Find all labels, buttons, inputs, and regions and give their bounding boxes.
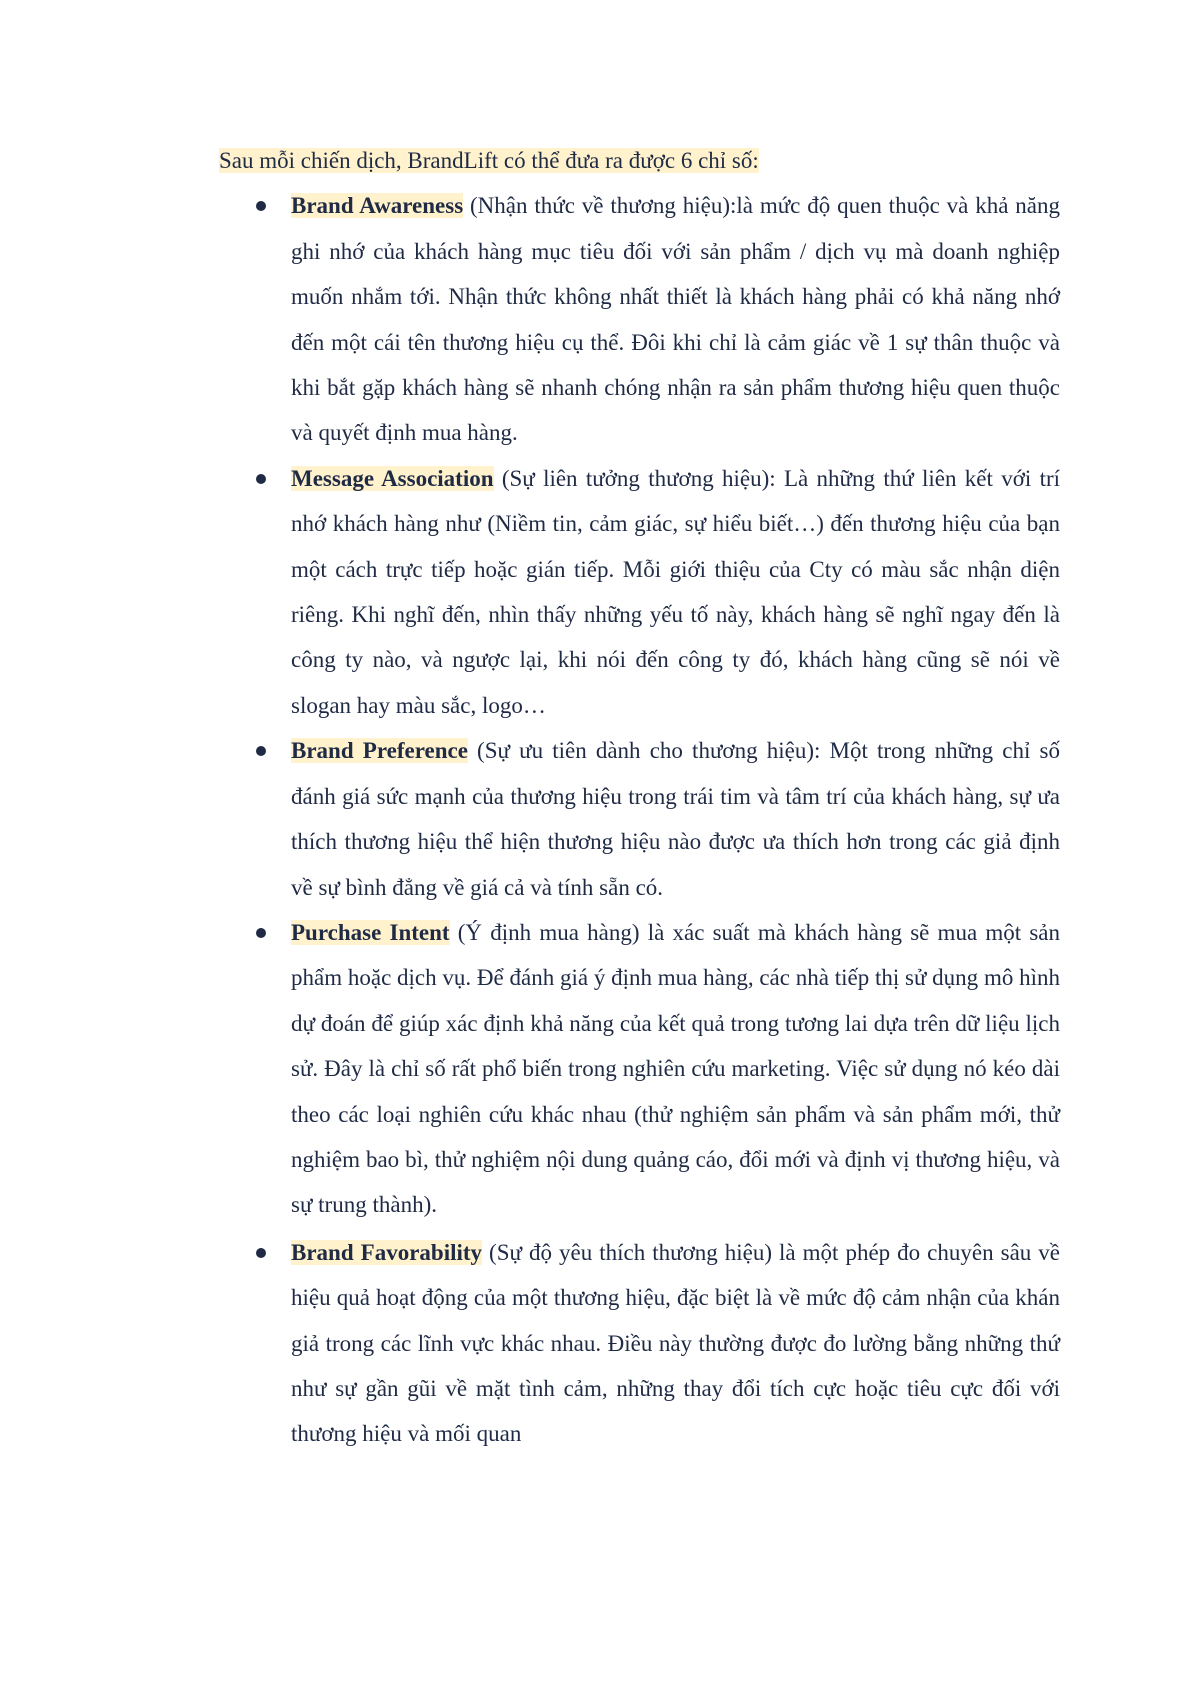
metrics-list (219, 183, 1060, 1456)
term-brand-preference: Brand Preference (291, 738, 468, 764)
document-body (219, 138, 1060, 1457)
term-purchase-intent: Purchase Intent (291, 919, 450, 945)
bullet-icon (256, 201, 266, 211)
term-message-association: Message Association (291, 465, 494, 491)
item-description: (Sự ưu tiên dành cho thương hiệu): Một trong những chỉ số đánh giá sức mạnh của thương hiệu trong trái tim và tâm trí của khách hàng, sự ưa thích thương hiệu thể hiện thương hiệu nào được ưa thích hơn trong các giả định về sự bình đẳng về giá cả và tính sẵn có. (291, 738, 1060, 900)
term-brand-awareness: Brand Awareness (291, 193, 464, 219)
item-description: (Nhận thức về thương hiệu):là mức độ quen thuộc và khả năng ghi nhớ của khách hàng mục tiêu đối với sản phẩm / dịch vụ mà doanh nghiệp muốn nhắm tới. Nhận thức không nhất thiết là khách hàng phải có khả năng nhớ đến một cái tên thương hiệu cụ thể. Đôi khi chỉ là cảm giác về 1 sự thân thuộc và khi bắt gặp khách hàng sẽ nhanh chóng nhận ra sản phẩm thương hiệu quen thuộc và quyết định mua hàng. (291, 193, 1060, 446)
bullet-icon (256, 1248, 266, 1258)
list-item (219, 183, 1060, 455)
item-description: (Ý định mua hàng) là xác suất mà khách hàng sẽ mua một sản phẩm hoặc dịch vụ. Để đánh giá ý định mua hàng, các nhà tiếp thị sử dụng mô hình dự đoán để giúp xác định khả năng của kết quả trong tương lai dựa trên dữ liệu lịch sử. Đây là chỉ số rất phổ biến trong nghiên cứu marketing. Việc sử dụng nó kéo dài theo các loại nghiên cứu khác nhau (thử nghiệm sản phẩm và sản phẩm mới, thử nghiệm bao bì, thử nghiệm nội dung quảng cáo, đổi mới và định vị thương hiệu, và sự trung thành). (291, 919, 1060, 1218)
list-item (219, 910, 1060, 1228)
item-description: (Sự độ yêu thích thương hiệu) là một phép đo chuyên sâu về hiệu quả hoạt động của một thương hiệu, đặc biệt là về mức độ cảm nhận của khán giả trong các lĩnh vực khác nhau. Điều này thường được đo lường bằng những thứ như sự gần gũi về mặt tình cảm, những thay đổi tích cực hoặc tiêu cực đối với thương hiệu và mối quan (291, 1239, 1060, 1447)
list-item (219, 456, 1060, 728)
item-description: (Sự liên tưởng thương hiệu): Là những thứ liên kết với trí nhớ khách hàng như (Niềm tin, cảm giác, sự hiểu biết…) đến thương hiệu của bạn một cách trực tiếp hoặc gián tiếp. Mỗi giới thiệu của Cty có màu sắc nhận diện riêng. Khi nghĩ đến, nhìn thấy những yếu tố này, khách hàng sẽ nghĩ ngay đến là công ty nào, và ngược lại, khi nói đến công ty đó, khách hàng cũng sẽ nói về slogan hay màu sắc, logo… (291, 465, 1061, 718)
intro-paragraph (219, 138, 1060, 183)
list-item (219, 1230, 1060, 1457)
bullet-icon (256, 928, 266, 938)
term-brand-favorability: Brand Favorability (291, 1239, 483, 1265)
bullet-icon (256, 746, 266, 756)
intro-text: Sau mỗi chiến dịch, BrandLift có thể đưa ra được 6 chỉ số: (219, 148, 759, 173)
bullet-icon (256, 474, 266, 484)
list-item (219, 728, 1060, 910)
